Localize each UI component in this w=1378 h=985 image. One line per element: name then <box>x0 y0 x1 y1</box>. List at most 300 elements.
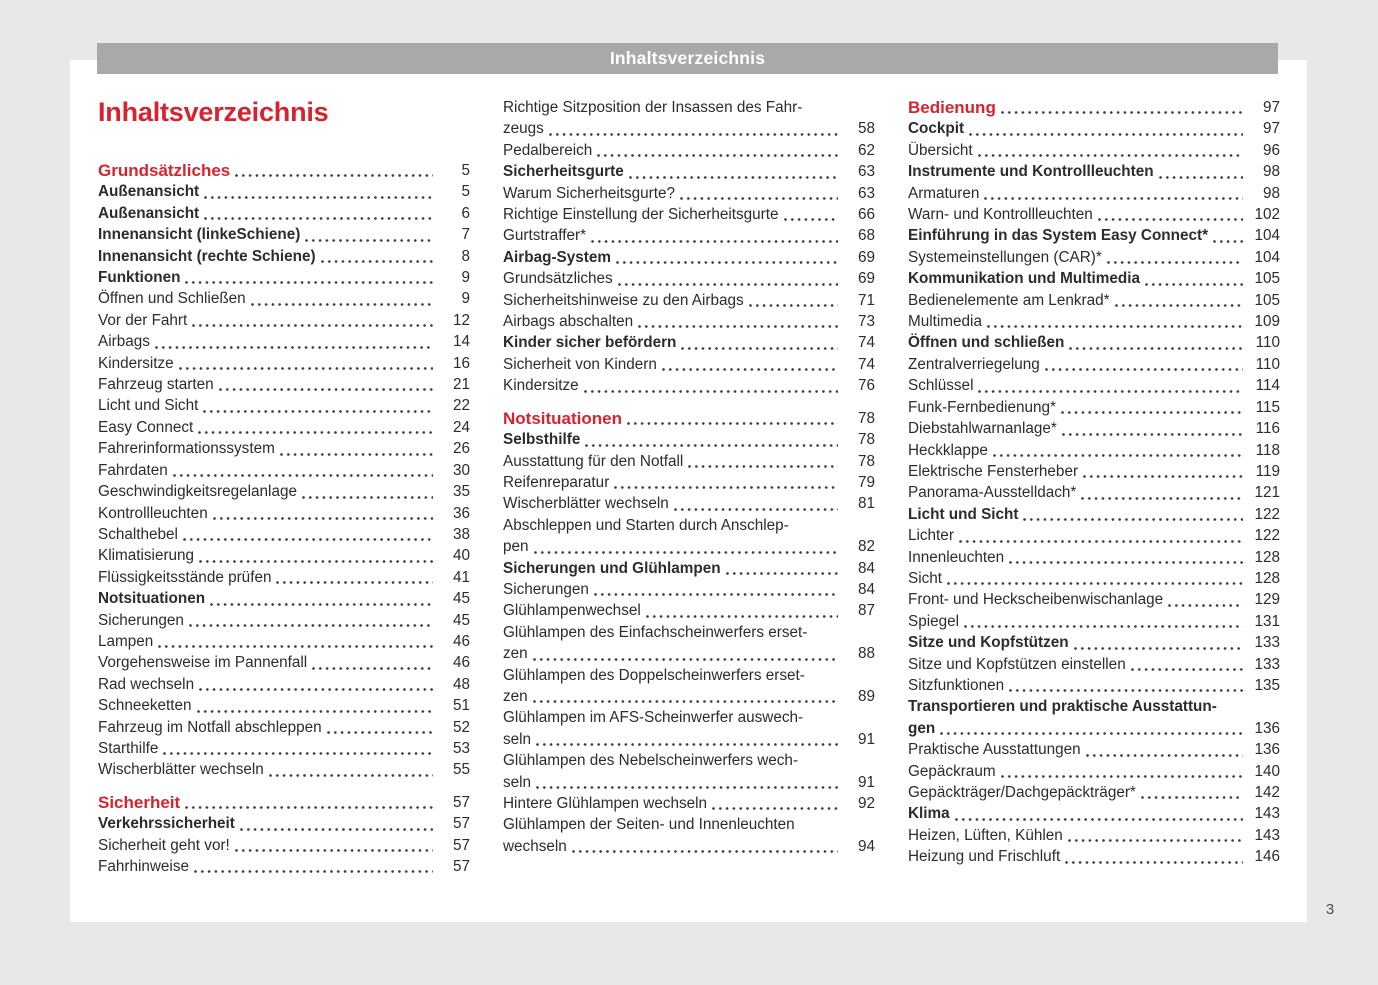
dotted-leader <box>192 324 433 327</box>
toc-entry <box>503 558 875 579</box>
toc-entry-page: 121 <box>1254 484 1280 502</box>
toc-entry-label: Diebstahlwarnanlage* <box>908 420 1057 438</box>
toc-entry-page: 128 <box>1254 569 1280 587</box>
toc-entry-label: Sicherungen <box>98 611 184 629</box>
page-number: 3 <box>1325 901 1335 918</box>
dotted-leader <box>784 218 839 221</box>
toc-entry <box>908 375 1280 396</box>
toc-column-1 <box>98 97 470 877</box>
toc-entry-page: 62 <box>857 141 875 159</box>
toc-entry-page: 55 <box>452 761 470 779</box>
toc-entry <box>908 118 1280 139</box>
toc-entry-label: Licht und Sicht <box>908 505 1019 523</box>
toc-entry-page: 76 <box>857 377 875 395</box>
toc-entry <box>98 331 470 352</box>
toc-entry <box>908 440 1280 461</box>
toc-entry-page: 5 <box>461 183 470 201</box>
toc-entry-page: 46 <box>452 632 470 650</box>
toc-entry-page: 143 <box>1254 805 1280 823</box>
toc-entry-label: wechseln <box>503 837 567 855</box>
dotted-leader <box>321 260 433 263</box>
toc-entry <box>98 631 470 652</box>
toc-entry-page: 82 <box>857 538 875 556</box>
toc-entry <box>908 654 1280 675</box>
toc-entry-page: 131 <box>1254 612 1280 630</box>
toc-entry-page: 24 <box>452 418 470 436</box>
toc-entry <box>98 652 470 673</box>
toc-entry <box>98 246 470 267</box>
toc-entry-label: Verkehrssicherheit <box>98 815 235 833</box>
toc-entry <box>908 611 1280 632</box>
running-header-bar <box>97 43 1278 74</box>
toc-entry-label: Glühlampen des Nebelscheinwerfers wech- <box>503 752 799 770</box>
dotted-leader <box>1213 240 1243 243</box>
toc-entry-label: Glühlampenwechsel <box>503 602 641 620</box>
toc-entry <box>503 332 875 353</box>
dotted-leader <box>1001 775 1243 778</box>
toc-entry-page: 105 <box>1254 270 1280 288</box>
toc-entry-label: Fahrhinweise <box>98 858 189 875</box>
toc-entry-label: Sicherheit von Kindern <box>503 355 657 373</box>
dotted-leader <box>276 581 433 584</box>
toc-entry-label: Glühlampen des Einfachscheinwerfers erset- <box>503 623 808 641</box>
toc-entry-page: 109 <box>1254 313 1280 331</box>
dotted-leader <box>312 667 433 670</box>
toc-entry-page: 51 <box>452 697 470 715</box>
dotted-leader <box>1086 754 1243 757</box>
dotted-leader <box>629 176 838 179</box>
toc-entry-page: 91 <box>857 773 875 791</box>
toc-entry-label: Schlüssel <box>908 377 974 395</box>
toc-entry-label: Warum Sicherheitsgurte? <box>503 184 676 202</box>
toc-entry-label: Glühlampen des Doppelscheinwerfers erset- <box>503 666 805 684</box>
toc-entry-label: Pedalbereich <box>503 141 593 159</box>
toc-entry-page: 143 <box>1254 826 1280 844</box>
dotted-leader <box>1141 796 1243 799</box>
toc-entry-page: 35 <box>452 483 470 501</box>
toc-entry <box>908 718 1280 739</box>
toc-entry-page: 104 <box>1254 227 1280 245</box>
toc-column-3 <box>908 97 1280 877</box>
toc-entry <box>98 792 470 813</box>
toc-entry-page: 52 <box>452 718 470 736</box>
dotted-leader <box>533 658 838 661</box>
toc-entry-page: 63 <box>857 184 875 202</box>
dotted-leader <box>646 615 838 618</box>
toc-entry-page: 74 <box>857 355 875 373</box>
toc-entry-label: Fahrzeug im Notfall abschleppen <box>98 718 322 736</box>
toc-entry-label: Innenansicht (rechte Schiene) <box>98 247 316 265</box>
toc-entry-label: Abschleppen und Starten durch Anschlep- <box>503 516 789 534</box>
toc-entry <box>503 665 875 686</box>
toc-entry-label: Airbags <box>98 333 150 351</box>
dotted-leader <box>1098 218 1243 221</box>
toc-entry <box>503 118 875 139</box>
dotted-leader <box>627 422 838 425</box>
toc-entry <box>908 846 1280 867</box>
toc-entry-label: Sicherungen <box>503 580 589 598</box>
toc-entry <box>503 729 875 750</box>
toc-entry-page: 78 <box>857 431 875 449</box>
toc-entry <box>503 225 875 246</box>
dotted-leader <box>1062 433 1243 436</box>
toc-entry-label: Einführung in das System Easy Connect* <box>908 227 1209 245</box>
dotted-leader <box>1081 497 1243 500</box>
toc-entry-page: 87 <box>857 602 875 620</box>
toc-entry <box>503 643 875 664</box>
dotted-leader <box>1001 111 1243 114</box>
dotted-leader <box>614 486 838 489</box>
toc-entry <box>98 460 470 481</box>
toc-entry-label: seln <box>503 773 532 791</box>
toc-entry-label: Armaturen <box>908 184 980 202</box>
toc-entry <box>98 695 470 716</box>
toc-entry <box>98 610 470 631</box>
toc-entry <box>98 267 470 288</box>
toc-entry <box>503 268 875 289</box>
toc-entry-label: zeugs <box>503 120 544 138</box>
dotted-leader <box>940 732 1243 735</box>
toc-entry-label: Warn- und Kontrollleuchten <box>908 206 1093 224</box>
toc-entry <box>503 247 875 268</box>
toc-entry-label: Bedienelemente am Lenkrad* <box>908 291 1110 309</box>
toc-entry-page: 119 <box>1255 462 1280 480</box>
running-header-title: Inhaltsverzeichnis <box>609 48 766 68</box>
toc-entry-label: Funk-Fernbedienung* <box>908 398 1056 416</box>
toc-entry-label: Gurtstraffer* <box>503 227 587 245</box>
toc-entry <box>908 739 1280 760</box>
toc-entry-label: Fahrzeug starten <box>98 376 214 394</box>
dotted-leader <box>235 849 433 852</box>
toc-entry-label: Außenansicht <box>98 204 200 222</box>
toc-entry-page: 57 <box>452 793 470 811</box>
dotted-leader <box>204 196 433 199</box>
dotted-leader <box>680 197 838 200</box>
dotted-leader <box>1009 689 1243 692</box>
toc-columns <box>98 97 1280 877</box>
toc-entry-page: 21 <box>452 376 470 394</box>
toc-entry-label: Kommunikation und Multimedia <box>908 270 1141 288</box>
toc-entry-label: Zentralverriegelung <box>908 355 1040 373</box>
toc-entry <box>503 97 875 118</box>
toc-entry <box>908 204 1280 225</box>
toc-entry <box>503 375 875 396</box>
toc-entry <box>908 97 1280 118</box>
toc-entry <box>503 161 875 182</box>
toc-entry <box>503 408 875 429</box>
toc-entry <box>98 353 470 374</box>
dotted-leader <box>269 774 433 777</box>
dotted-leader <box>1168 604 1243 607</box>
dotted-leader <box>726 572 838 575</box>
toc-entry-page: 84 <box>857 559 875 577</box>
toc-entry-label: Kinder sicher befördern <box>503 334 677 352</box>
toc-entry-label: Airbag-System <box>503 248 611 266</box>
toc-entry-label: Lampen <box>98 632 154 650</box>
toc-entry-label: Funktionen <box>98 269 181 287</box>
toc-entry <box>908 782 1280 803</box>
toc-entry-label: Fahrdaten <box>98 461 168 479</box>
dotted-leader <box>280 453 433 456</box>
toc-entry <box>98 545 470 566</box>
toc-entry-label: Sitzfunktionen <box>908 676 1005 694</box>
toc-entry <box>98 417 470 438</box>
toc-entry-label: zen <box>503 687 528 705</box>
toc-entry-page: 98 <box>1262 184 1280 202</box>
dotted-leader <box>681 347 838 350</box>
toc-entry-page: 133 <box>1254 634 1280 652</box>
toc-entry <box>503 750 875 771</box>
dotted-leader <box>584 390 838 393</box>
toc-entry-page: 40 <box>452 547 470 565</box>
toc-entry <box>908 268 1280 289</box>
toc-entry-label: Vor der Fahrt <box>98 311 188 329</box>
dotted-leader <box>185 806 433 809</box>
toc-entry-label: Sicherheit geht vor! <box>98 836 230 854</box>
toc-entry-page: 78 <box>857 409 875 427</box>
toc-entry <box>503 472 875 493</box>
dotted-leader <box>210 603 433 606</box>
dotted-leader <box>947 582 1243 585</box>
toc-entry-label: Glühlampen der Seiten- und Innenleuchten <box>503 816 795 834</box>
toc-entry <box>98 524 470 545</box>
toc-entry <box>98 813 470 834</box>
dotted-leader <box>618 283 838 286</box>
toc-entry <box>908 825 1280 846</box>
toc-entry-label: Spiegel <box>908 612 960 630</box>
toc-entry-label: Innenansicht (linkeSchiene) <box>98 226 301 244</box>
toc-entry-label: Praktische Ausstattungen <box>908 741 1081 759</box>
toc-entry-label: Schalthebel <box>98 525 178 543</box>
toc-entry-page: 135 <box>1254 676 1280 694</box>
dotted-leader <box>534 551 838 554</box>
dotted-leader <box>198 431 433 434</box>
toc-entry <box>503 536 875 557</box>
dotted-leader <box>1083 475 1243 478</box>
dotted-leader <box>1074 647 1243 650</box>
toc-entry-page: 5 <box>461 162 470 179</box>
toc-entry-page: 38 <box>452 525 470 543</box>
toc-entry <box>503 515 875 536</box>
toc-entry <box>908 568 1280 589</box>
toc-entry-label: Klima <box>908 805 950 823</box>
toc-entry-page: 96 <box>1262 141 1280 159</box>
toc-entry-page: 9 <box>461 269 470 287</box>
toc-entry <box>908 761 1280 782</box>
toc-entry-label: Panorama-Ausstelldach* <box>908 484 1077 502</box>
dotted-leader <box>987 325 1243 328</box>
toc-entry-page: 9 <box>461 290 470 308</box>
toc-entry-label: Kindersitze <box>503 377 579 395</box>
toc-entry-page: 105 <box>1254 291 1280 309</box>
toc-entry-page: 22 <box>452 397 470 415</box>
toc-entry <box>98 567 470 588</box>
toc-entry <box>908 311 1280 332</box>
dotted-leader <box>1023 518 1243 521</box>
toc-entry <box>503 140 875 161</box>
toc-entry-page: 8 <box>461 247 470 265</box>
dotted-leader <box>204 217 433 220</box>
toc-entry <box>503 290 875 311</box>
toc-entry <box>908 161 1280 182</box>
toc-entry <box>908 482 1280 503</box>
dotted-leader <box>305 239 433 242</box>
dotted-leader <box>158 645 433 648</box>
dotted-leader <box>203 410 433 413</box>
toc-entry-label: pen <box>503 538 529 556</box>
toc-entry-page: 94 <box>857 837 875 855</box>
dotted-leader <box>536 786 838 789</box>
toc-entry-label: Selbsthilfe <box>503 431 581 449</box>
toc-entry <box>98 374 470 395</box>
toc-entry-page: 110 <box>1255 355 1280 373</box>
toc-entry-label: Sicherheit <box>98 792 181 812</box>
toc-entry-page: 146 <box>1254 848 1280 866</box>
toc-entry-label: Sicherungen und Glühlampen <box>503 559 721 577</box>
toc-entry-page: 73 <box>857 313 875 331</box>
toc-entry-label: Transportieren und praktische Ausstattun- <box>908 698 1217 716</box>
dotted-leader <box>1065 861 1243 864</box>
toc-entry-page: 69 <box>857 248 875 266</box>
toc-entry-page: 30 <box>452 461 470 479</box>
toc-entry-page: 140 <box>1254 762 1280 780</box>
dotted-leader <box>1131 668 1243 671</box>
dotted-leader <box>1045 368 1243 371</box>
toc-entry-page: 48 <box>452 675 470 693</box>
toc-entry <box>98 203 470 224</box>
toc-entry <box>908 354 1280 375</box>
toc-entry-label: Grundsätzliches <box>503 270 613 288</box>
toc-entry-page: 115 <box>1255 398 1280 416</box>
toc-entry-page: 78 <box>857 452 875 470</box>
dotted-leader <box>235 174 433 177</box>
dotted-leader <box>572 850 838 853</box>
dotted-leader <box>1107 261 1243 264</box>
toc-entry-label: Vorgehensweise im Pannenfall <box>98 654 308 672</box>
toc-entry-label: Lichter <box>908 527 954 545</box>
dotted-leader <box>194 870 433 873</box>
dotted-leader <box>749 304 838 307</box>
dotted-leader <box>219 388 433 391</box>
toc-entry-page: 74 <box>857 334 875 352</box>
toc-entry-page: 136 <box>1254 719 1280 737</box>
toc-entry-label: Kindersitze <box>98 354 174 372</box>
toc-entry-page: 7 <box>461 226 470 244</box>
toc-entry <box>503 814 875 835</box>
dotted-leader <box>969 133 1243 136</box>
dotted-leader <box>302 496 433 499</box>
toc-entry-page: 122 <box>1254 527 1280 545</box>
toc-entry-page: 58 <box>857 120 875 138</box>
dotted-leader <box>163 752 433 755</box>
toc-entry-page: 16 <box>452 354 470 372</box>
toc-entry-page: 128 <box>1254 548 1280 566</box>
toc-entry-label: Bedienung <box>908 98 996 117</box>
toc-entry <box>908 525 1280 546</box>
toc-entry-label: Außenansicht <box>98 183 200 201</box>
toc-entry-label: seln <box>503 730 532 748</box>
toc-entry-page: 6 <box>461 204 470 222</box>
toc-entry <box>503 793 875 814</box>
toc-entry-page: 97 <box>1262 99 1280 116</box>
toc-entry-page: 68 <box>857 227 875 245</box>
toc-entry-label: Sicherheitsgurte <box>503 163 624 181</box>
toc-entry-label: Easy Connect <box>98 418 194 436</box>
dotted-leader <box>179 367 433 370</box>
dotted-leader <box>597 154 838 157</box>
toc-entry <box>503 429 875 450</box>
dotted-leader <box>183 538 433 541</box>
toc-entry <box>503 772 875 793</box>
toc-entry <box>908 803 1280 824</box>
toc-entry-label: Heckklappe <box>908 441 988 459</box>
toc-entry-label: Front- und Heckscheibenwischanlage <box>908 591 1164 609</box>
toc-entry-label: Öffnen und schließen <box>908 334 1065 352</box>
dotted-leader <box>594 593 838 596</box>
dotted-leader <box>712 807 838 810</box>
toc-entry <box>908 632 1280 653</box>
toc-entry-page: 12 <box>452 311 470 329</box>
toc-entry <box>908 140 1280 161</box>
dotted-leader <box>1159 176 1243 179</box>
toc-entry <box>503 622 875 643</box>
toc-entry-label: Airbags abschalten <box>503 313 634 331</box>
dotted-leader <box>585 444 838 447</box>
toc-entry-page: 136 <box>1254 741 1280 759</box>
dotted-leader <box>213 517 433 520</box>
toc-entry <box>908 332 1280 353</box>
toc-entry-label: Ausstattung für den Notfall <box>503 452 684 470</box>
toc-entry <box>98 674 470 695</box>
toc-entry <box>503 579 875 600</box>
toc-entry-label: Heizung und Frischluft <box>908 848 1061 866</box>
toc-entry <box>908 461 1280 482</box>
toc-entry-page: 45 <box>452 611 470 629</box>
toc-entry <box>98 160 470 181</box>
toc-entry <box>98 395 470 416</box>
dotted-leader <box>240 828 433 831</box>
toc-entry-label: Reifenreparatur <box>503 473 610 491</box>
dotted-leader <box>984 197 1243 200</box>
toc-entry <box>98 588 470 609</box>
toc-entry-page: 110 <box>1255 334 1280 352</box>
toc-entry-page: 63 <box>857 163 875 181</box>
dotted-leader <box>1069 347 1243 350</box>
toc-entry-page: 129 <box>1254 591 1280 609</box>
dotted-leader <box>616 261 838 264</box>
toc-entry-label: Gepäckraum <box>908 762 996 780</box>
dotted-leader <box>185 281 433 284</box>
toc-entry-page: 41 <box>452 568 470 586</box>
toc-entry <box>503 311 875 332</box>
toc-entry <box>908 183 1280 204</box>
toc-entry-label: Hintere Glühlampen wechseln <box>503 795 708 812</box>
toc-entry-page: 46 <box>452 654 470 672</box>
dotted-leader <box>688 465 838 468</box>
toc-entry-page: 98 <box>1262 163 1280 181</box>
toc-entry <box>908 675 1280 696</box>
toc-entry <box>503 600 875 621</box>
toc-entry <box>98 503 470 524</box>
dotted-leader <box>199 688 433 691</box>
toc-entry-label: Öffnen und Schließen <box>98 290 246 308</box>
toc-entry-page: 88 <box>857 645 875 663</box>
dotted-leader <box>173 474 433 477</box>
dotted-leader <box>964 625 1243 628</box>
toc-entry-label: Innenleuchten <box>908 548 1005 566</box>
toc-entry-page: 118 <box>1255 441 1280 459</box>
toc-entry <box>503 451 875 472</box>
